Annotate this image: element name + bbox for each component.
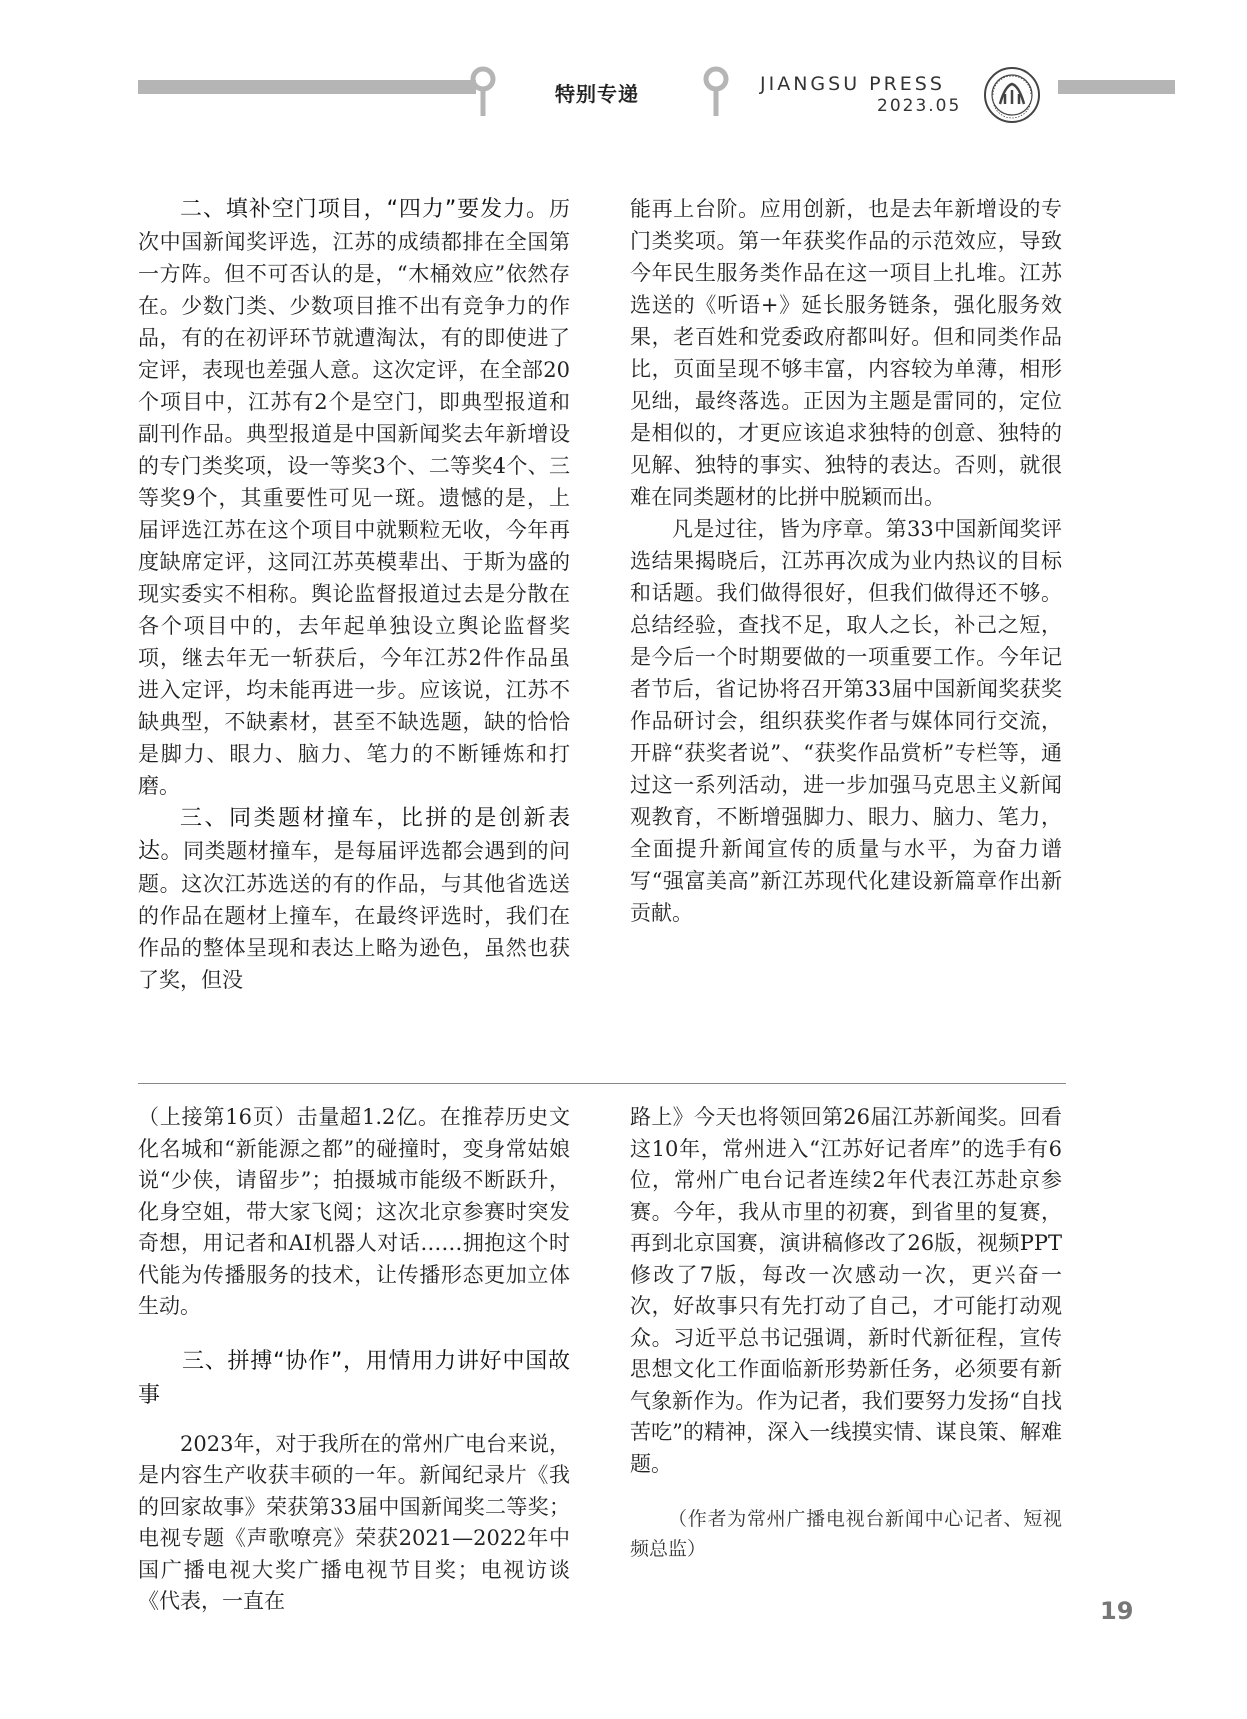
- paragraph-text: 同类题材撞车，是每届评选都会遇到的问题。这次江苏选送的有的作品，与其他省选送的作品在题材上撞车，在最终评选时，我们在作品的整体呈现和表达上略为逊色，虽然也获了奖，但没: [138, 839, 570, 992]
- issue-number: 2023.05: [877, 96, 962, 116]
- paragraph: 2023年，对于我所在的常州广电台来说，是内容生产收获丰硕的一年。新闻纪录片《我的回家故事》荣获第33届中国新闻奖二等奖；电视专题《声歌嘹亮》荣获2021—2022年中国广播电视大奖广播电视节目奖；电视访谈《代表，一直在: [138, 1431, 570, 1613]
- press-seal-logo: [983, 66, 1041, 124]
- paragraph-text: 历次中国新闻奖评选，江苏的成绩都排在全国第一方阵。但不可否认的是，“木桶效应”依然存在。少数门类、少数项目推不出有竞争力的作品，有的在初评环节就遭淘汰，有的即使进了定评，表现也差强人意。这次定评，在全部20个项目中，江苏有2个是空门，即典型报道和副刊作品。典型报道是中国新闻奖去年新增设的专门类奖项，设一等奖3个、二等奖4个、三等奖9个，其重要性可见一斑。遗憾的是，上届评选江苏在这个项目中就颗粒无收，今年再度缺席定评，这同江苏英模辈出、于斯为盛的现实委实不相称。舆论监督报道过去是分散在各个项目中的，去年起单独设立舆论监督奖项，继去年无一斩获后，今年江苏2件作品虽进入定评，均未能再进一步。应该说，江苏不缺典型，不缺素材，甚至不缺选题，缺的恰恰是脚力、眼力、脑力、笔力的不断锤炼和打磨。: [138, 197, 570, 798]
- section-divider: [138, 1083, 1066, 1084]
- lower-left-column: [138, 1102, 570, 1618]
- paragraph: 路上》今天也将领回第26届江苏新闻奖。回看这10年，常州进入“江苏好记者库”的选手有6位，常州广电台记者连续2年代表江苏赴京参赛。今年，我从市里的初赛，到省里的复赛，再到北京国赛，演讲稿修改了26版，视频PPT修改了7版，每改一次感动一次，更兴奋一次，好故事只有先打动了自己，才可能打动观众。习近平总书记强调，新时代新征程，宣传思想文化工作面临新形势新任务，必须要有新气象新作为。作为记者，我们要努力发扬“自找苦吃”的精神，深入一线摸实情、谋良策、解难题。: [630, 1105, 1062, 1476]
- section-heading: 三、拼搏“协作”，用情用力讲好中国故事: [138, 1348, 570, 1408]
- section-heading: 二、填补空门项目，“四力”要发力。: [180, 197, 549, 222]
- section-label: 特别专递: [555, 82, 639, 106]
- upper-left-column: [138, 193, 570, 996]
- paragraph: 凡是过往，皆为序章。第33中国新闻奖评选结果揭晓后，江苏再次成为业内热议的目标和话题。我们做得很好，但我们做得还不够。总结经验，查找不足，取人之长，补己之短，是今后一个时期要做的一项重要工作。今年记者节后，省记协将召开第33届中国新闻奖获奖作品研讨会，组织获奖作者与媒体同行交流，开辟“获奖者说”、“获奖作品赏析”专栏等，通过这一系列活动，进一步加强马克思主义新闻观教育，不断增强脚力、眼力、脑力、笔力，全面提升新闻宣传的质量与水平，为奋力谱写“强富美高”新江苏现代化建设新篇章作出新贡献。: [630, 517, 1062, 925]
- header-bar-left: [138, 80, 476, 94]
- lower-right-column: [630, 1102, 1062, 1564]
- header-bar-right: [1058, 80, 1175, 94]
- paragraph: （上接第16页）击量超1.2亿。在推荐历史文化名城和“新能源之都”的碰撞时，变身常姑娘说“少侠，请留步”；拍摄城市能级不断跃升，化身空姐，带大家飞阅；这次北京参赛时突发奇想，用记者和AI机器人对话……拥抱这个时代能为传播服务的技术，让传播形态更加立体生动。: [138, 1105, 570, 1318]
- paragraph: [138, 802, 570, 996]
- section-heading: 三、同类题材撞车，比拼的是创新表达。: [138, 806, 570, 864]
- magazine-title: JIANGSU PRESS: [760, 73, 945, 95]
- paragraph: [138, 193, 570, 802]
- paragraph: 能再上台阶。应用创新，也是去年新增设的专门类奖项。第一年获奖作品的示范效应，导致今年民生服务类作品在这一项目上扎堆。江苏选送的《听语+》延长服务链条，强化服务效果，老百姓和党委政府都叫好。但和同类作品比，页面呈现不够丰富，内容较为单薄，相形见绌，最终落选。正因为主题是雷同的，定位是相似的，才更应该追求独特的创意、独特的见解、独特的事实、独特的表达。否则，就很难在同类题材的比拼中脱颖而出。: [630, 197, 1062, 509]
- page-number: 19: [1100, 1597, 1134, 1625]
- map-pin-icon: [703, 66, 729, 118]
- map-pin-icon: [470, 66, 496, 118]
- upper-right-column: [630, 193, 1062, 929]
- author-note: （作者为常州广播电视台新闻中心记者、短视频总监）: [630, 1508, 1062, 1560]
